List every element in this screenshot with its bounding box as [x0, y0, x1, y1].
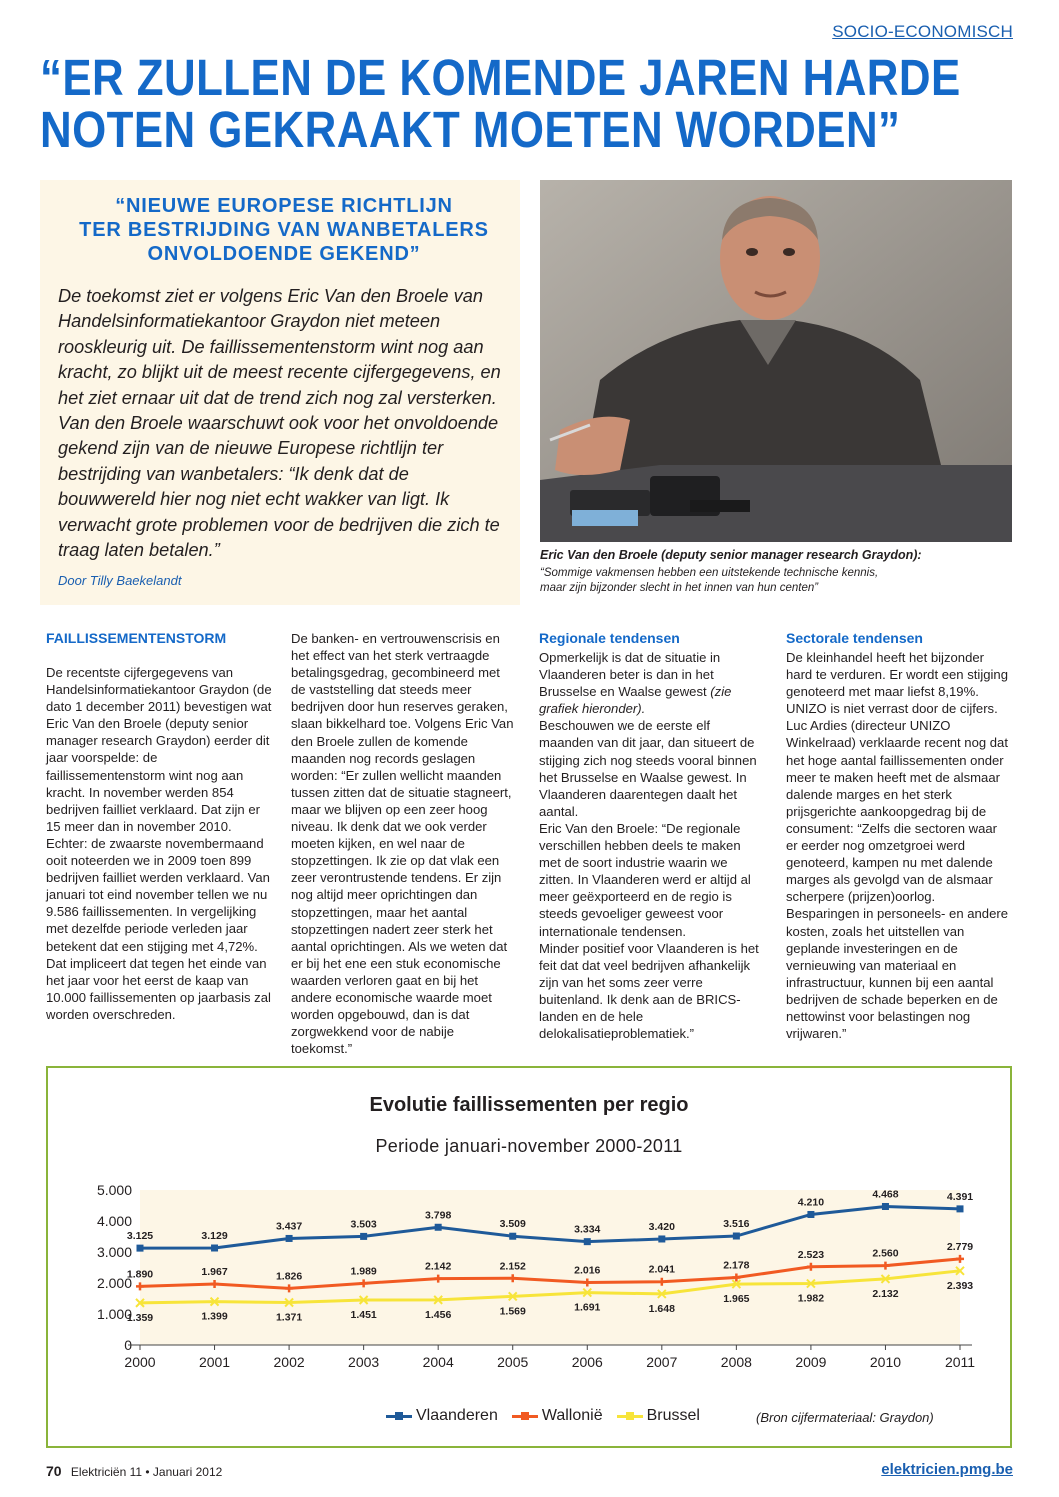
x-tick-label: 2000: [124, 1354, 156, 1370]
column-3-paragraph-1: [539, 649, 765, 717]
data-label: 1.982: [797, 1292, 825, 1305]
line-chart: [60, 1170, 980, 1380]
column-1-text: De recentste cijfergegevens van Handelsinformatiekantoor Graydon (de dato 1 december 2011) bevestigen wat Eric Van den Broele (deputy senior manager research Graydon) eerder dit jaar voorspelde: de faillissementenstorm wint nog aan kracht. In november werden 854 bedrijven failliet verklaard. Dat zijn er 15 meer dan in november 2010. Echter: de zwaarste novembermaand ooit noteerden we in 2009 toen 899 bedrijven failliet werden verklaard. Van januari tot eind november tellen we nu 9.586 faillissementen. In vergelijking met dezelfde periode verleden jaar betekent dat een stijging met 4,72%. Dat impliceert dat tegen het einde van het jaar voor het eerst de kaap van 10.000 faillissementen op jaarbasis zal worden overschreden.: [46, 665, 272, 1022]
issue-info: Elektriciën 11 • Januari 2012: [70, 1465, 223, 1479]
column-3-paragraph-2: Beschouwen we de eerste elf maanden van dit jaar, dan situeert de stijging zich nog steeds vooral binnen het Brusselse en Waalse gewest. In Vlaanderen daarentegen daalt het aantal.: [539, 718, 757, 819]
data-label: 3.798: [425, 1209, 452, 1222]
column-2-text: De banken- en vertrouwenscrisis en het effect van het sterk vertraagde betalingsgedrag, gecombineerd met de vaststelling dat steeds meer bedrijven door hun reserves geraken, slaan bikkelhard toe. Volgens Eric Van den Broele zullen de komende maanden nog records geslagen worden: “Er zullen wellicht maanden tussen zitten dat de situatie stagneert, maar we blijven op een zeer hoog niveau. Ik denk dat we ook verder moeten kijken, en wel naar de stopzettingen. Ik zie op dat vlak een zeer verontrustende tendens. Er zijn nog altijd meer oprichtingen dan stopzettingen, maar het aantal stopzettingen nadert zeer sterk het aantal oprichtingen. Als we weten dat er bij het ene een stuk economische waarden verloren gaat en bij het andere economische waarde moet worden opgebouwd, dan is dat zorgwekkend voor de nabije toekomst.”: [291, 631, 514, 1057]
chart-title: Evolutie faillissementen per regio: [369, 1094, 689, 1116]
data-label: 2.132: [872, 1287, 899, 1300]
data-point: [807, 1211, 814, 1218]
data-label: 2.178: [723, 1259, 750, 1272]
intro-subheading: [58, 194, 510, 266]
legend-item-wallonie: [512, 1407, 603, 1425]
data-label: 1.451: [350, 1309, 377, 1322]
data-point: [584, 1238, 591, 1245]
x-tick-label: 2003: [348, 1354, 380, 1370]
y-tick-label: 2.000: [96, 1275, 132, 1291]
legend-label-vlaanderen: Vlaanderen: [416, 1407, 498, 1424]
article-column-3: [539, 630, 765, 1042]
x-tick-label: 2007: [646, 1354, 678, 1370]
data-label: 2.779: [946, 1240, 974, 1253]
data-label: 1.569: [499, 1305, 526, 1318]
byline: Door Tilly Baekelandt: [58, 573, 182, 588]
page-headline: [40, 49, 961, 158]
data-point: [882, 1203, 889, 1210]
legend-item-vlaanderen: [386, 1407, 498, 1425]
footer-site-link[interactable]: elektricien.pmg.be: [881, 1461, 1013, 1478]
data-label: 3.334: [574, 1223, 601, 1236]
caption-quote-line-1: “Sommige vakmensen hebben een uitstekende technische kennis,: [540, 567, 879, 579]
data-label: 1.890: [126, 1268, 154, 1281]
footer-issue: [46, 1463, 222, 1479]
subhead-line-1: “NIEUWE EUROPESE RICHTLIJN: [115, 195, 453, 217]
data-label: 1.371: [275, 1311, 303, 1324]
legend-label-wallonie: Wallonië: [541, 1407, 603, 1424]
x-tick-label: 2005: [497, 1354, 529, 1370]
y-tick-label: 5.000: [96, 1182, 132, 1198]
data-label: 3.129: [201, 1230, 228, 1243]
legend-label-brussel: Brussel: [646, 1407, 700, 1424]
x-tick-label: 2006: [571, 1354, 603, 1370]
data-label: 3.420: [648, 1220, 675, 1233]
legend-item-brussel: [617, 1407, 700, 1425]
caption-quote-line-2: maar zijn bijzonder slecht in het innen van hun centen”: [540, 582, 819, 594]
data-label: 3.509: [499, 1218, 526, 1231]
data-label: 3.437: [275, 1220, 303, 1233]
chart-legend: [386, 1407, 700, 1425]
headline-line-2: NOTEN GEKRAAKT MOETEN WORDEN”: [40, 101, 901, 158]
article-column-1: [46, 630, 272, 1023]
y-tick-label: 1.000: [96, 1306, 132, 1322]
data-label: 3.125: [126, 1230, 154, 1243]
photo-caption-name: Eric Van den Broele (deputy senior manager research Graydon):: [540, 548, 922, 562]
data-point: [733, 1233, 740, 1240]
data-label: 2.152: [499, 1260, 526, 1273]
subhead-line-2: TER BESTRIJDING VAN WANBETALERS: [79, 219, 489, 241]
column-4-text: De kleinhandel heeft het bijzonder hard te verduren. Er wordt een stijging genoteerd met maar liefst 8,19%. UNIZO is niet verrast door de cijfers. Luc Ardies (directeur UNIZO Winkelraad) verklaarde recent nog dat het hoge aantal faillissementen onder meer te maken heeft met de alsmaar dalende marges en het sterk prijsgerichte aankoopgedrag bij de consument: “Zelfs die sectoren waar er eerder nog omzetgroei werd genoteerd, kampen nu met dalende marges als gevolgd van de alsmaar scherpere (prijzen)oorlog. Besparingen in personeels- en andere kosten, zoals het uitstellen van geplande investeringen en de vernieuwing van materiaal en infrastructuur, kunnen bij een aantal bedrijven de schade beperken en de nettowinst voor belastingen nog vrijwaren.”: [786, 650, 1009, 1042]
data-label: 2.523: [797, 1248, 825, 1261]
intro-text: De toekomst ziet er volgens Eric Van den Broele van Handelsinformatiekantoor Graydon niet meteen rooskleurig uit. De faillissementenstorm wint nog aan kracht, zo blijkt uit de meest recente cijfergegevens, en het ziet ernaar uit dat de trend zich nog zal versterken. Van den Broele waarschuwt ook voor het onvoldoende gekend zijn van de nieuwe Europese richtlijn ter bestrijding van wanbetalers: “Ik denk dat de bouwwereld hier nog niet echt wakker van ligt. Ik verwacht grote problemen voor de bedrijven die zich te traag laten betalen.”: [58, 286, 501, 561]
x-tick-label: 2010: [869, 1354, 902, 1370]
data-label: 1.989: [350, 1265, 377, 1278]
legend-swatch-brussel: [617, 1409, 643, 1423]
data-label: 1.456: [425, 1308, 452, 1321]
y-tick-label: 0: [124, 1337, 132, 1353]
data-label: 1.359: [126, 1311, 154, 1324]
x-tick-label: 2008: [720, 1354, 752, 1370]
x-tick-label: 2001: [198, 1354, 231, 1370]
section-label: SOCIO-ECONOMISCH: [832, 22, 1013, 41]
data-label: 3.516: [723, 1218, 750, 1231]
column-3-text-1: Opmerkelijk is dat de situatie in Vlaanderen beter is dan in het Brusselse en Waalse gewest: [539, 650, 721, 700]
portrait-photo: [540, 180, 1012, 542]
article-column-2: [291, 630, 517, 1057]
column-heading-faillissementenstorm: FAILLISSEMENTENSTORM: [46, 630, 227, 646]
data-label: 1.691: [574, 1301, 601, 1314]
column-heading-regionale: Regionale tendensen: [539, 630, 680, 646]
data-label: 1.648: [648, 1302, 675, 1315]
data-label: 1.826: [275, 1270, 303, 1283]
article-column-4: [786, 630, 1012, 1042]
page-number: 70: [46, 1463, 62, 1479]
data-label: 2.393: [946, 1279, 974, 1292]
data-label: 2.560: [872, 1247, 899, 1260]
y-tick-label: 3.000: [96, 1244, 132, 1260]
headline-line-1: “ER ZULLEN DE KOMENDE JAREN HARDE: [40, 49, 961, 106]
data-point: [435, 1224, 442, 1231]
x-tick-label: 2009: [795, 1354, 827, 1370]
data-label: 3.503: [350, 1218, 377, 1231]
data-label: 1.967: [201, 1266, 228, 1279]
data-point: [658, 1235, 665, 1242]
data-label: 4.210: [797, 1196, 825, 1209]
data-point: [286, 1235, 293, 1242]
data-label: 4.391: [946, 1190, 974, 1203]
data-label: 2.041: [648, 1263, 675, 1276]
portrait-illustration: [540, 180, 1012, 542]
x-tick-label: 2004: [422, 1354, 454, 1370]
data-label: 2.142: [425, 1260, 452, 1273]
data-point: [360, 1233, 367, 1240]
chart-subtitle: Periode januari-november 2000-2011: [375, 1136, 683, 1156]
column-3-paragraph-3: Eric Van den Broele: “De regionale verschillen hebben deels te maken met de soort industrie waarin we zitten. In Vlaanderen werd er altijd al meer geëxporteerd en de regio is steeds gevoeliger geweest voor internationale tendensen.: [539, 820, 751, 939]
data-label: 1.965: [723, 1293, 750, 1306]
chart-source: (Bron cijfermateriaal: Graydon): [756, 1410, 934, 1425]
data-label: 1.399: [201, 1310, 228, 1323]
legend-swatch-vlaanderen: [386, 1409, 412, 1423]
legend-swatch-wallonie: [512, 1409, 538, 1423]
data-label: 4.468: [872, 1188, 899, 1201]
data-point: [957, 1205, 964, 1212]
y-tick-label: 4.000: [96, 1213, 132, 1229]
data-point: [211, 1245, 218, 1252]
x-tick-label: 2011: [944, 1354, 976, 1370]
data-point: [137, 1245, 144, 1252]
column-3-text-1-italic: (zie grafiek hieronder).: [539, 684, 732, 717]
data-point: [509, 1233, 516, 1240]
photo-caption-quote: [540, 566, 1012, 596]
x-tick-label: 2002: [273, 1354, 305, 1370]
data-label: 2.016: [574, 1264, 601, 1277]
column-3-paragraph-4: Minder positief voor Vlaanderen is het feit dat dat veel bedrijven afhankelijk zijn van het soms zeer verre buitenland. Ik denk aan de BRICS-landen en de hele delokalisatieproblematiek.”: [539, 940, 759, 1042]
column-heading-sectorale: Sectorale tendensen: [786, 630, 923, 646]
subhead-line-3: ONVOLDOENDE GEKEND”: [147, 243, 421, 265]
